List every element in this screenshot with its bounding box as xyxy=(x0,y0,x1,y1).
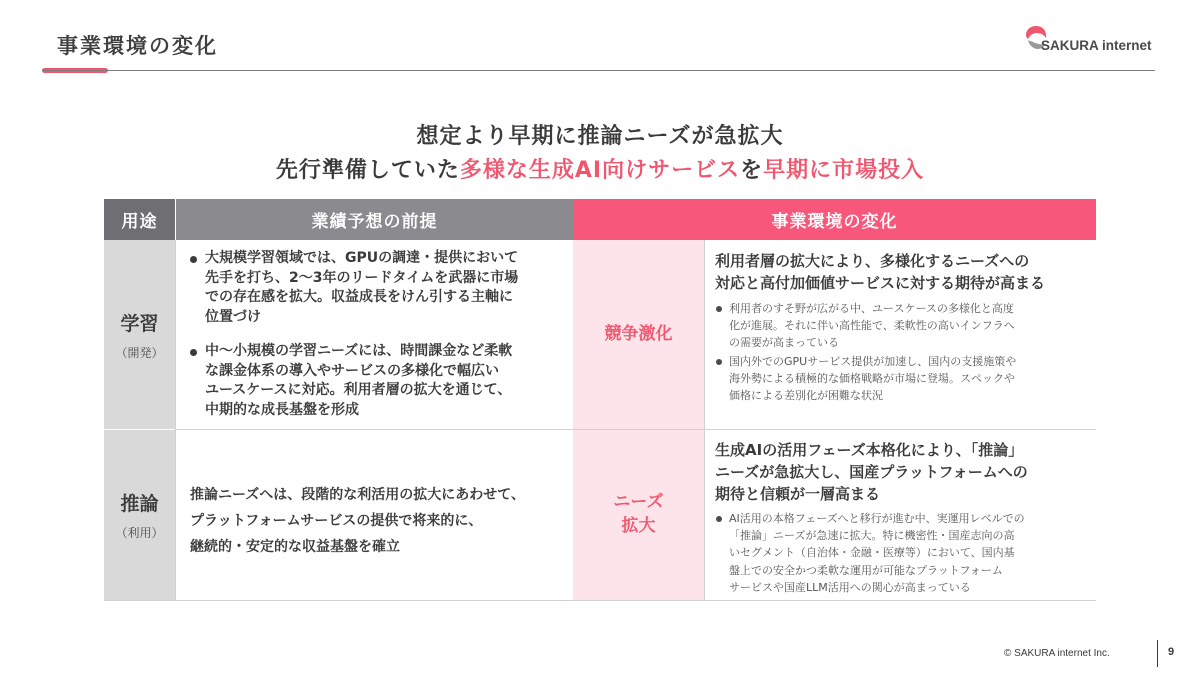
row-divider xyxy=(176,429,1096,430)
column-header-premise: 業績予想の前提 xyxy=(176,199,573,240)
company-logo xyxy=(1024,24,1154,56)
copyright-notice: © SAKURA internet Inc. xyxy=(1004,648,1110,659)
headline-highlight: 多様な生成AI向けサービス xyxy=(459,158,741,183)
row-label-training xyxy=(104,240,175,429)
change-bullet xyxy=(716,353,1092,405)
bullet-text: 利用者のすそ野が広がる中、ユースケースの多様化と高度 化が進展。それに伴い高性能で、柔軟性の高いインフラへ の需要が高まっている xyxy=(729,302,1015,350)
change-heading: 生成AIの活用フェーズ本格化により、「推論」 ニーズが急拡大し、国産プラットフォームへの 期待と信頼が一層高まる xyxy=(715,441,1028,503)
bullet-dot-icon xyxy=(716,516,722,522)
row-label-inference xyxy=(104,430,175,600)
page-number: 9 xyxy=(1168,646,1175,658)
use-sublabel: （利用） xyxy=(115,526,164,540)
bullet-dot-icon xyxy=(190,256,197,263)
bullet-dot-icon xyxy=(716,359,722,365)
use-sublabel: （開発） xyxy=(115,345,164,360)
column-divider xyxy=(704,240,705,600)
premise-bullet xyxy=(190,342,565,420)
bullet-dot-icon xyxy=(716,306,722,312)
table-bottom-border xyxy=(104,600,1096,601)
use-label: 学習 xyxy=(120,312,159,335)
change-bullet xyxy=(716,300,1092,352)
column-header-change: 事業環境の変化 xyxy=(573,199,1096,240)
headline-line-2 xyxy=(0,153,1200,184)
column-header-use: 用途 xyxy=(104,199,175,240)
logo-wordmark: SAKURA internet xyxy=(1041,38,1152,53)
use-label: 推論 xyxy=(120,493,159,515)
change-cell-inference xyxy=(705,430,1096,600)
column-divider xyxy=(175,240,176,600)
bullet-text: AI活用の本格フェーズへと移行が進む中、実運用レベルでの 「推論」ニーズが急速に拡大。特に機密性・国産志向の高 いセグメント（自治体・金融・医療等）において、国内基 盤上での安全かつ柔軟な運用が可能なプラットフォーム サービスや国産LLM活用への関心が高まっている xyxy=(729,512,1025,594)
status-tag-demand-growth: ニーズ 拡大 xyxy=(573,430,704,600)
footer-divider xyxy=(1157,640,1158,667)
headline-highlight: 早期に市場投入 xyxy=(763,158,925,183)
change-heading: 利用者層の拡大により、多様化するニーズへの 対応と高付加価値サービスに対する期待が高まる xyxy=(715,252,1046,292)
premise-bullet xyxy=(190,249,565,327)
bullet-text: 中〜小規模の学習ニーズには、時間課金など柔軟 な課金体系の導入やサービスの多様化で幅広い ユースケースに対応。利用者層の拡大を通じて、 中期的な成長基盤を形成 xyxy=(205,343,513,418)
page-title: 事業環境の変化 xyxy=(57,34,218,58)
headline-part: を xyxy=(740,158,764,183)
premise-text: 推論ニーズへは、段階的な利活用の拡大にあわせて、 プラットフォームサービスの提供で将来的に、 継続的・安定的な収益基盤を確立 xyxy=(190,487,526,555)
premise-cell-training xyxy=(176,240,573,429)
premise-cell-inference xyxy=(176,430,573,600)
status-tag-competition: 競争激化 xyxy=(573,240,704,429)
bullet-text: 大規模学習領域では、GPUの調達・提供において 先手を打ち、2〜3年のリードタイムを武器に市場 での存在感を拡大。収益成長をけん引する主軸に 位置づけ xyxy=(205,250,519,325)
headline-line-1: 想定より早期に推論ニーズが急拡大 xyxy=(416,124,784,149)
bullet-text: 国内外でのGPUサービス提供が加速し、国内の支援施策や 海外勢による積極的な価格戦略が市場に登場。スペックや 価格による差別化が困難な状況 xyxy=(729,355,1017,403)
change-cell-training xyxy=(705,240,1096,429)
change-bullet xyxy=(716,510,1092,596)
bullet-dot-icon xyxy=(190,349,197,356)
headline-part: 先行準備していた xyxy=(275,158,460,183)
title-divider xyxy=(42,70,1155,71)
